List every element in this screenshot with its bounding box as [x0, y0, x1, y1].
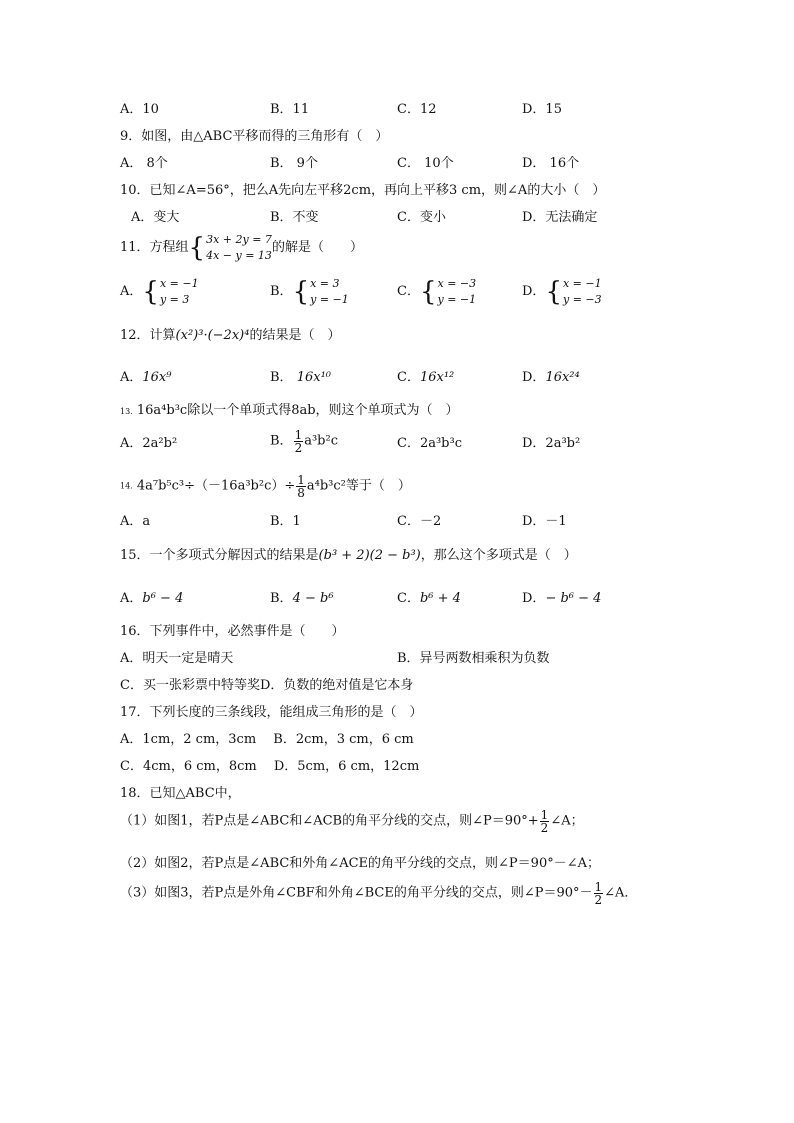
q11-c-system [438, 276, 477, 308]
q13-option-d: D．2a³b² [522, 436, 581, 451]
q18-p1-fraction [540, 809, 550, 834]
q11-b-eq1: x = 3 [310, 277, 340, 290]
q12-d-value: 16x²⁴ [545, 370, 580, 385]
q14-suffix: a⁴b³c²等于（ ） [306, 478, 411, 494]
q13-number: 13. [120, 407, 133, 416]
q11-option-d [522, 276, 602, 308]
q18-p1-suffix: ∠A； [550, 813, 584, 829]
q10-stem: 10．已知∠A=56°，把么A先向左平移2cm，再向上平移3 cm，则∠A的大小（ ） [120, 183, 606, 198]
q12-option-c [397, 369, 454, 387]
q16-stem: 16．下列事件中，必然事件是（ ） [120, 624, 345, 639]
q13-b-denominator: 2 [294, 441, 303, 455]
q8-option-c: C．12 [397, 102, 437, 117]
q11-b-system [310, 276, 349, 308]
q17-option-cd: C．4cm，6 cm，8cm D．5cm，6 cm，12cm [120, 759, 420, 774]
q9-option-d: D． 16个 [522, 156, 580, 171]
q15-b-value: 4 − b⁶ [292, 591, 334, 606]
q13-text: 16a⁴b³c除以一个单项式得8ab，则这个单项式为（ ） [136, 403, 459, 418]
q15-expression: (b³ + 2)(2 − b³) [318, 548, 421, 563]
q11-b-label: B． [270, 284, 293, 299]
q14-denominator: 8 [297, 486, 305, 500]
q18-p3-fraction [594, 881, 604, 906]
q12-expression: (x²)³·(−2x)⁴ [175, 328, 250, 343]
q11-stem [120, 232, 363, 264]
q15-prefix: 15．一个多项式分解因式的结果是 [120, 548, 319, 563]
q12-c-label: C． [397, 370, 420, 385]
q14-stem [120, 474, 411, 499]
q18-p1-numerator: 1 [540, 808, 549, 822]
q12-stem [120, 327, 340, 345]
q18-stem: 18．已知△ABC中， [120, 786, 241, 801]
q9-stem: 9．如图，由△ABC平移而得的三角形有（ ） [120, 129, 389, 144]
q15-d-value: − b⁶ − 4 [545, 591, 602, 606]
q11-a-eq2: y = 3 [159, 293, 190, 306]
q11-brace: { [188, 233, 206, 263]
q9-option-c: C． 10个 [397, 156, 454, 171]
q11-eq1: 3x + 2y = 7 [206, 233, 272, 246]
q13-option-a: A．2a²b² [120, 436, 178, 451]
q13-b-numerator: 1 [294, 428, 303, 442]
q11-d-brace: { [545, 277, 562, 307]
q11-b-brace: { [292, 277, 310, 307]
q11-system [206, 232, 272, 264]
q12-option-b [270, 369, 331, 387]
q18-p3-prefix: （3）如图3，若P点是外角∠CBF和外角∠BCE的角平分线的交点，则∠P＝90°－ [120, 885, 593, 901]
q12-a-value: 16x⁹ [142, 370, 172, 385]
q15-option-c [397, 590, 461, 608]
q13-option-b [270, 429, 338, 454]
q14-numerator: 1 [297, 473, 305, 487]
q12-b-value: 16x¹⁰ [296, 370, 331, 385]
q11-c-brace: { [419, 277, 437, 307]
q8-option-a: A．10 [120, 102, 159, 117]
q16-option-cd: C．买一张彩票中特等奖D．负数的绝对值是它本身 [120, 678, 414, 693]
q14-fraction [296, 474, 306, 499]
q8-option-b: B．11 [270, 102, 310, 117]
q11-d-system [563, 276, 602, 308]
q14-option-a: A．a [120, 514, 151, 529]
q15-c-value: b⁶ + 4 [419, 591, 461, 606]
q11-option-c [397, 276, 476, 308]
q11-option-a [120, 276, 199, 308]
q13-b-label: B． [270, 433, 293, 449]
q18-p1-denominator: 2 [540, 821, 549, 835]
q13-b-fraction [294, 429, 304, 454]
q8-option-d: D．15 [522, 102, 562, 117]
q15-d-label: D． [522, 591, 546, 606]
q13-stem [120, 402, 459, 421]
q15-b-label: B． [270, 591, 293, 606]
q15-a-value: b⁶ − 4 [142, 591, 184, 606]
q11-b-eq2: y = −1 [310, 293, 349, 306]
q12-suffix: 的结果是（ ） [249, 328, 341, 343]
q10-option-c: C．变小 [397, 210, 446, 225]
q18-part3 [120, 881, 637, 906]
q12-prefix: 12．计算 [120, 328, 176, 343]
q14-prefix: 4a⁷b⁵c³÷（－16a³b²c）÷ [136, 478, 296, 494]
q18-p3-numerator: 1 [594, 880, 603, 894]
q11-prefix: 11．方程组 [120, 240, 189, 255]
q12-d-label: D． [522, 370, 546, 385]
q9-option-b: B． 9个 [270, 156, 318, 171]
q11-c-label: C． [397, 284, 420, 299]
q15-option-d [522, 590, 601, 608]
q12-c-value: 16x¹² [419, 370, 455, 385]
q12-option-a [120, 369, 171, 387]
q11-d-eq1: x = −1 [562, 277, 602, 290]
q12-a-label: A． [120, 370, 143, 385]
q11-eq2: 4x − y = 13 [206, 249, 272, 262]
q16-option-a: A．明天一定是晴天 [120, 651, 234, 666]
q15-suffix: ，那么这个多项式是（ ） [420, 548, 577, 563]
q17-stem: 17．下列长度的三条线段，能组成三角形的是（ ） [120, 705, 423, 720]
q11-c-eq1: x = −3 [437, 277, 477, 290]
q13-option-c: C．2a³b³c [397, 436, 462, 451]
q11-c-eq2: y = −1 [437, 293, 477, 306]
q15-option-a [120, 590, 183, 608]
q18-p1-prefix: （1）如图1，若P点是∠ABC和∠ACB的角平分线的交点，则∠P＝90°+ [120, 813, 539, 829]
q15-option-b [270, 590, 334, 608]
q15-c-label: C． [397, 591, 420, 606]
q10-option-a: A．变大 [131, 210, 180, 225]
q10-option-b: B．不变 [270, 210, 319, 225]
q18-part2: （2）如图2，若P点是∠ABC和外角∠ACE的角平分线的交点，则∠P＝90°－∠A； [120, 856, 600, 871]
q12-b-label: B． [270, 370, 293, 385]
q11-option-b [270, 276, 349, 308]
q11-a-label: A． [120, 284, 143, 299]
q12-option-d [522, 369, 580, 387]
q15-a-label: A． [120, 591, 143, 606]
q14-option-b: B．1 [270, 514, 301, 529]
q11-d-label: D． [522, 284, 546, 299]
q9-option-a: A． 8个 [120, 156, 168, 171]
q11-a-eq1: x = −1 [159, 277, 199, 290]
q11-a-brace: { [142, 277, 159, 307]
q16-option-b: B．异号两数相乘积为负数 [397, 651, 550, 666]
q14-number: 14. [120, 481, 133, 491]
q18-part1 [120, 809, 584, 834]
q11-d-eq2: y = −3 [562, 293, 602, 306]
q11-suffix: 的解是（ ） [271, 240, 363, 255]
q14-option-d: D．－1 [522, 514, 567, 529]
q14-option-c: C．－2 [397, 514, 442, 529]
q13-b-rest: a³b²c [304, 433, 338, 449]
q18-p3-denominator: 2 [594, 893, 603, 907]
q15-stem [120, 547, 577, 565]
q18-p3-suffix: ∠A． [604, 885, 638, 901]
q17-option-ab: A．1cm，2 cm，3cm B．2cm，3 cm，6 cm [120, 732, 414, 747]
q10-option-d: D．无法确定 [522, 210, 598, 225]
q11-a-system [160, 276, 199, 308]
